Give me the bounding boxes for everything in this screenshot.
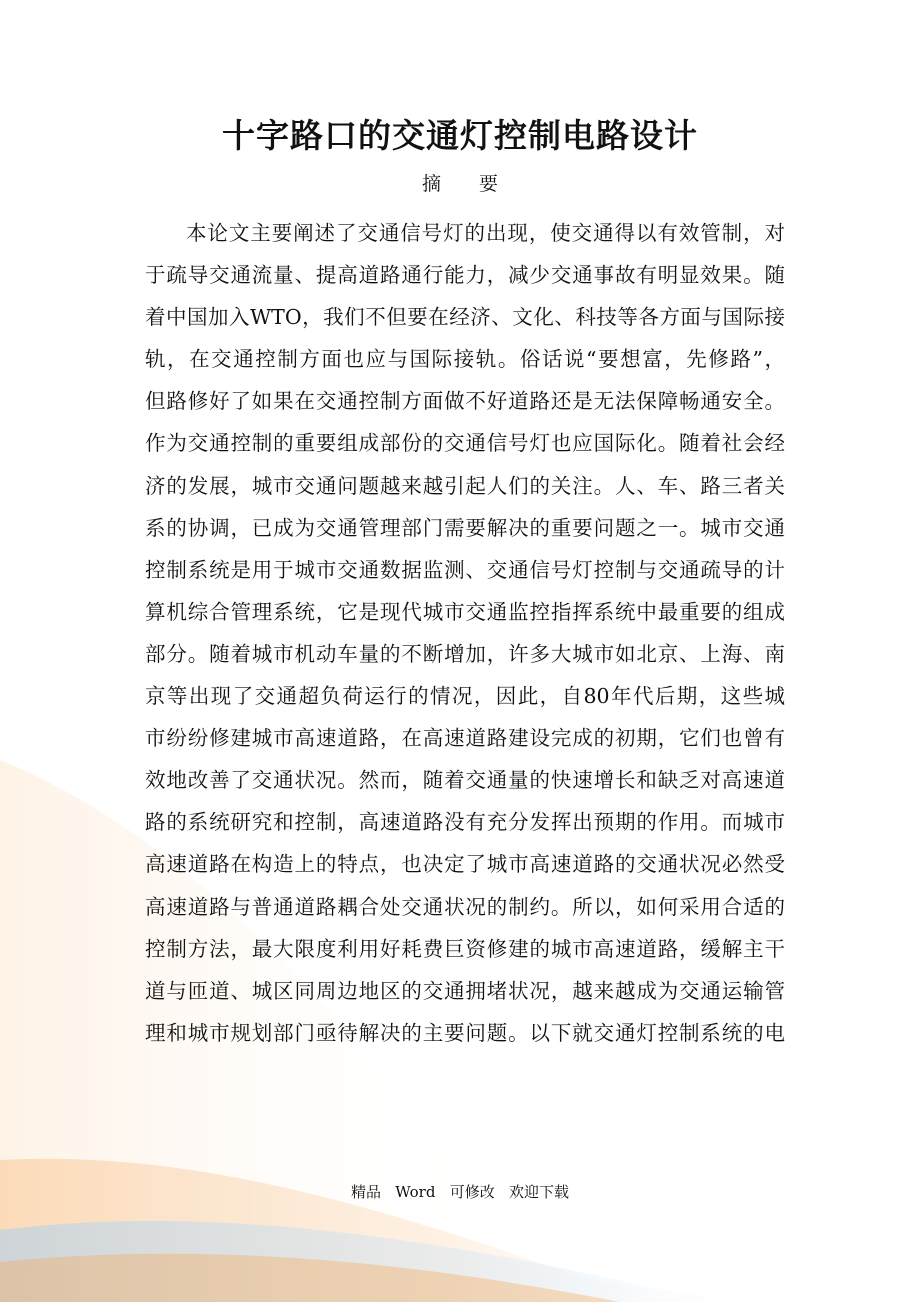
- paragraph-line: 系的协调，已成为交通管理部门需要解决的重要问题之一。城市交通: [145, 515, 785, 540]
- document-title: 十字路口的交通灯控制电路设计: [222, 116, 698, 155]
- paragraph-line: 部分。随着城市机动车量的不断增加，许多大城市如北京、上海、南: [145, 641, 785, 666]
- paragraph-line: 控制方法，最大限度利用好耗费巨资修建的城市高速道路，缓解主干: [145, 936, 785, 961]
- paragraph-line: 于疏导交通流量、提高道路通行能力，减少交通事故有明显效果。随: [145, 263, 785, 288]
- page-footer: 精品 Word 可修改 欢迎下载: [350, 1183, 570, 1201]
- paragraph-line: 济的发展，城市交通问题越来越引起人们的关注。人、车、路三者关: [145, 473, 785, 498]
- paragraph-line: 效地改善了交通状况。然而，随着交通量的快速增长和缺乏对高速道: [145, 768, 785, 793]
- paragraph-line: 理和城市规划部门亟待解决的主要问题。以下就交通灯控制系统的电: [145, 1020, 785, 1045]
- paragraph-line: 轨，在交通控制方面也应与国际接轨。俗话说“要想富，先修路”，: [145, 347, 785, 372]
- paragraph-line: 算机综合管理系统，它是现代城市交通监控指挥系统中最重要的组成: [145, 599, 785, 624]
- paragraph-line: 道与匝道、城区同周边地区的交通拥堵状况，越来越成为交通运输管: [145, 978, 785, 1003]
- paragraph-line: 作为交通控制的重要组成部份的交通信号灯也应国际化。随着社会经: [145, 431, 785, 456]
- paragraph-line: 控制系统是用于城市交通数据监测、交通信号灯控制与交通疏导的计: [145, 557, 785, 582]
- paragraph-line: 高速道路在构造上的特点，也决定了城市高速道路的交通状况必然受: [145, 852, 785, 877]
- paragraph-line: 高速道路与普通道路耦合处交通状况的制约。所以，如何采用合适的: [145, 894, 785, 919]
- abstract-body: [145, 212, 785, 1054]
- paragraph-line: 本论文主要阐述了交通信号灯的出现，使交通得以有效管制，对: [186, 221, 785, 245]
- paragraph-line: 着中国加入WTO，我们不但要在经济、文化、科技等各方面与国际接: [145, 305, 785, 330]
- paragraph-line: 京等出现了交通超负荷运行的情况，因此，自80年代后期，这些城: [145, 684, 785, 709]
- abstract-heading: 摘 要: [421, 173, 515, 195]
- paragraph-line: 路的系统研究和控制，高速道路没有充分发挥出预期的作用。而城市: [145, 810, 785, 835]
- paragraph-line: 市纷纷修建城市高速道路，在高速道路建设完成的初期，它们也曾有: [145, 726, 785, 751]
- paragraph-line: 但路修好了如果在交通控制方面做不好道路还是无法保障畅通安全。: [145, 389, 785, 414]
